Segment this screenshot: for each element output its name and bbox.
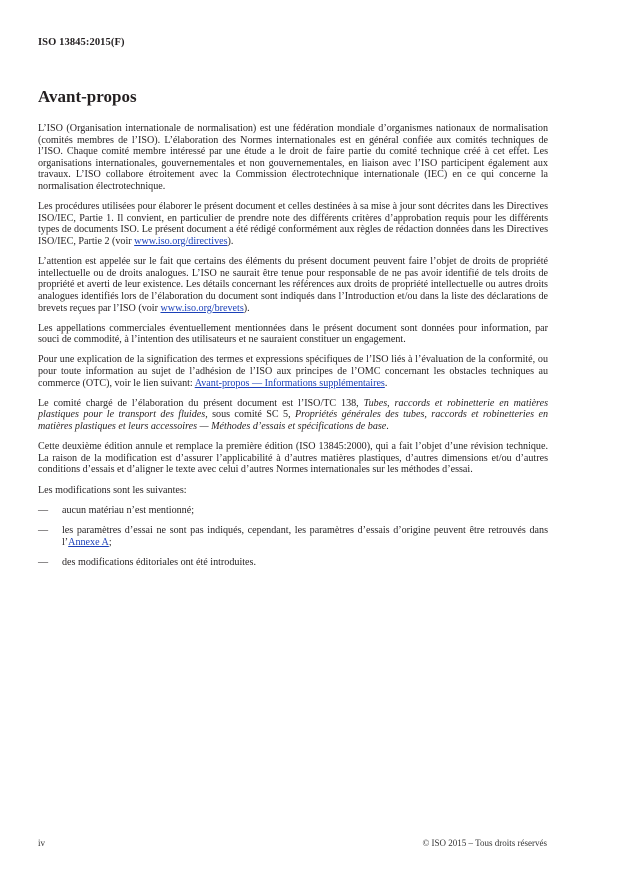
paragraph-conformity — [38, 354, 548, 389]
supplementary-info-link[interactable]: Avant-propos — Informations supplémentaires — [194, 377, 385, 389]
dash-bullet: — — [38, 556, 49, 568]
list-item-text: les paramètres d’essai ne sont pas indiqués, cependant, les paramètres d’essais d’origine peuvent être retrouvés dans l’ — [62, 524, 548, 548]
page-number: iv — [38, 838, 46, 848]
document-id: ISO 13845:2015(F) — [38, 37, 125, 48]
paragraph-text: L’attention est appelée sur le fait que certains des éléments du présent document peuvent faire l’objet de droits de propriété intellectuelle ou de droits analogues. L’ISO ne saurait être tenue pour responsable de ne pas avoir identifié de tels droits de propriété et averti de leur existence. Les détails concernant les références aux droits de propriété intellectuelle ou autres droits analogues identifiés lors de l’élaboration du document sont indiqués dans l’Introduction et/ou dans la liste des déclarations de brevets reçues par l’ISO (voir — [38, 256, 548, 314]
paragraph-text: Le comité chargé de l’élaboration du présent document est l’ISO/TC 138, — [38, 397, 364, 409]
paragraph-text: ). — [243, 302, 250, 314]
dash-bullet: — — [38, 504, 49, 516]
paragraph-iso-intro: L’ISO (Organisation internationale de normalisation) est une fédération mondiale d’organismes nationaux de normalisation (comités membres de l’ISO). L’élaboration des Normes internationales est en général confiée aux comités techniques de l’ISO. Chaque comité membre intéressé par une étude a le droit de faire partie du comité technique créé à cet effet. Les organisations internationales, gouvernementales et non gouvernementales, en liaison avec l’ISO participent également aux travaux. L’ISO collabore étroitement avec la Commission électrotechnique internationale (IEC) en ce qui concerne la normalisation électrotechnique. — [38, 123, 548, 192]
annex-a-link[interactable]: Annexe A — [68, 536, 109, 548]
list-item-text: aucun matériau n’est mentionné; — [62, 504, 195, 516]
paragraph-text: Les procédures utilisées pour élaborer le présent document et celles destinées à sa mise à jour sont décrites dans les Directives ISO/IEC, Partie 1. Il convient, en particulier de prendre note des différents critères d’approbation requis pour les différents types de documents ISO. Le présent document a été rédigé conformément aux règles de rédaction données dans les Directives ISO/IEC, Partie 2 (voir — [38, 201, 548, 247]
changes-list — [38, 505, 548, 569]
list-item-text: ; — [108, 536, 112, 548]
dash-bullet: — — [38, 524, 49, 536]
directives-link[interactable]: www.iso.org/directives — [134, 235, 228, 247]
paragraph-procedures — [38, 201, 548, 247]
paragraph-text: . — [384, 377, 388, 389]
list-item — [38, 525, 548, 548]
list-item — [38, 557, 548, 569]
committee-title: Tubes, raccords et robinetterie en matières plastiques pour le transport des fluides — [38, 397, 549, 421]
paragraph-patents — [38, 256, 548, 314]
subcommittee-title: Propriétés générales des tubes, raccords et robinetteries en matières plastiques et leurs accessoires — Méthodes d’essais et spécifications de base — [38, 409, 548, 433]
paragraph-text: Pour une explication de la signification des termes et expressions spécifiques de l’ISO liés à l’évaluation de la conformité, ou pour toute information au sujet de l’adhésion de l’ISO aux principes de l’OMC concernant les obstacles techniques au commerce (OTC), voir le lien suivant: — [38, 354, 548, 389]
paragraph-trade-names: Les appellations commerciales éventuellement mentionnées dans le présent document sont données pour information, par souci de commodité, à l’intention des utilisateurs et ne sauraient constituer un engagement. — [38, 322, 548, 346]
paragraph-edition: Cette deuxième édition annule et remplace la première édition (ISO 13845:2000), qui a fait l’objet d’une révision technique. La raison de la modification est d’assurer l’applicabilité à d’autres matières plastiques, d’autres dimensions et/ou d’autres conditions d’essais et d’aligner le texte avec celui d’autres Normes internationales sur les méthodes d’essai. — [38, 441, 548, 476]
patents-link[interactable]: www.iso.org/brevets — [160, 302, 244, 314]
section-title: Avant-propos — [38, 87, 137, 106]
list-item-text: des modifications éditoriales ont été introduites. — [62, 556, 256, 568]
copyright-notice: © ISO 2015 – Tous droits réservés — [422, 838, 547, 848]
paragraph-committee — [38, 398, 548, 433]
paragraph-changes-intro: Les modifications sont les suivantes: — [38, 484, 187, 496]
paragraph-text: , sous comité SC 5, — [205, 409, 295, 421]
paragraph-text: . — [386, 421, 389, 433]
foreword-body — [38, 123, 548, 577]
paragraph-text: ). — [227, 235, 234, 247]
list-item — [38, 505, 548, 517]
